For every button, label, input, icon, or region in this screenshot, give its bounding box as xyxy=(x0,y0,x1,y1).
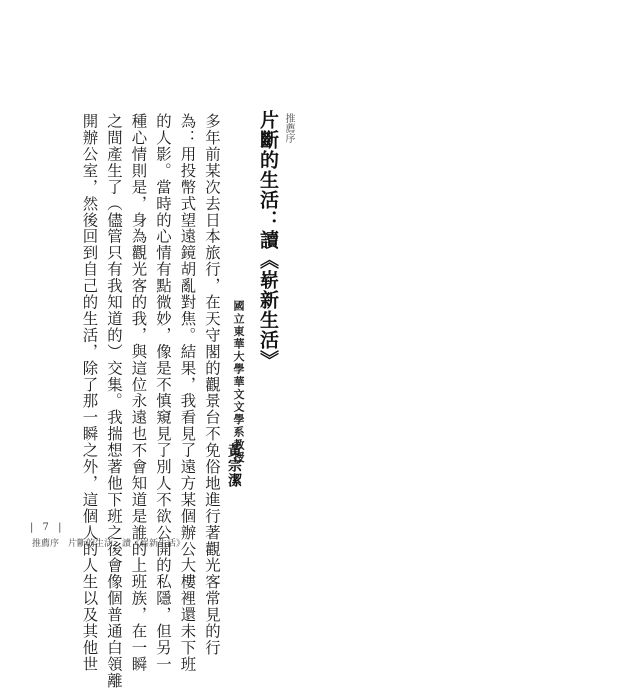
body-line: 開辦公室，然後回到自己的生活，除了那一瞬之外，這個人的人生以及其他世 xyxy=(80,113,99,673)
body-line: 種心情則是，身為觀光客的我，與這位永遠也不會知道是誰的上班族，在一瞬 xyxy=(129,113,148,673)
page-number: | 7 | xyxy=(30,522,65,533)
running-title: 推薦序 片斷的生活：讀《崭新生活》 xyxy=(32,539,186,549)
body-line: 的人影。當時的心情有點微妙，像是不慎窺見了別人不欲公開的私隱，但另一 xyxy=(154,113,172,673)
author-affiliation: 國立東華大學華文文學系教授 xyxy=(232,300,245,464)
body-line: 為：用投幣式望遠鏡胡亂對焦。結果，我看見了遠方某個辦公大樓裡還未下班 xyxy=(178,113,197,673)
body-line: 之間產生了（儘管只有我知道的）交集。我揣想著他下班之後會像個普通白領離 xyxy=(105,113,123,689)
chapter-title: 片斷的生活：讀《崭新生活》 xyxy=(257,110,279,370)
author-name: 黃宗潔 xyxy=(226,443,242,488)
preface-label: 推薦序 xyxy=(283,113,294,143)
body-line: 多年前某次去日本旅行，在天守閣的觀景台不免俗地進行著觀光客常見的行 xyxy=(203,113,221,656)
